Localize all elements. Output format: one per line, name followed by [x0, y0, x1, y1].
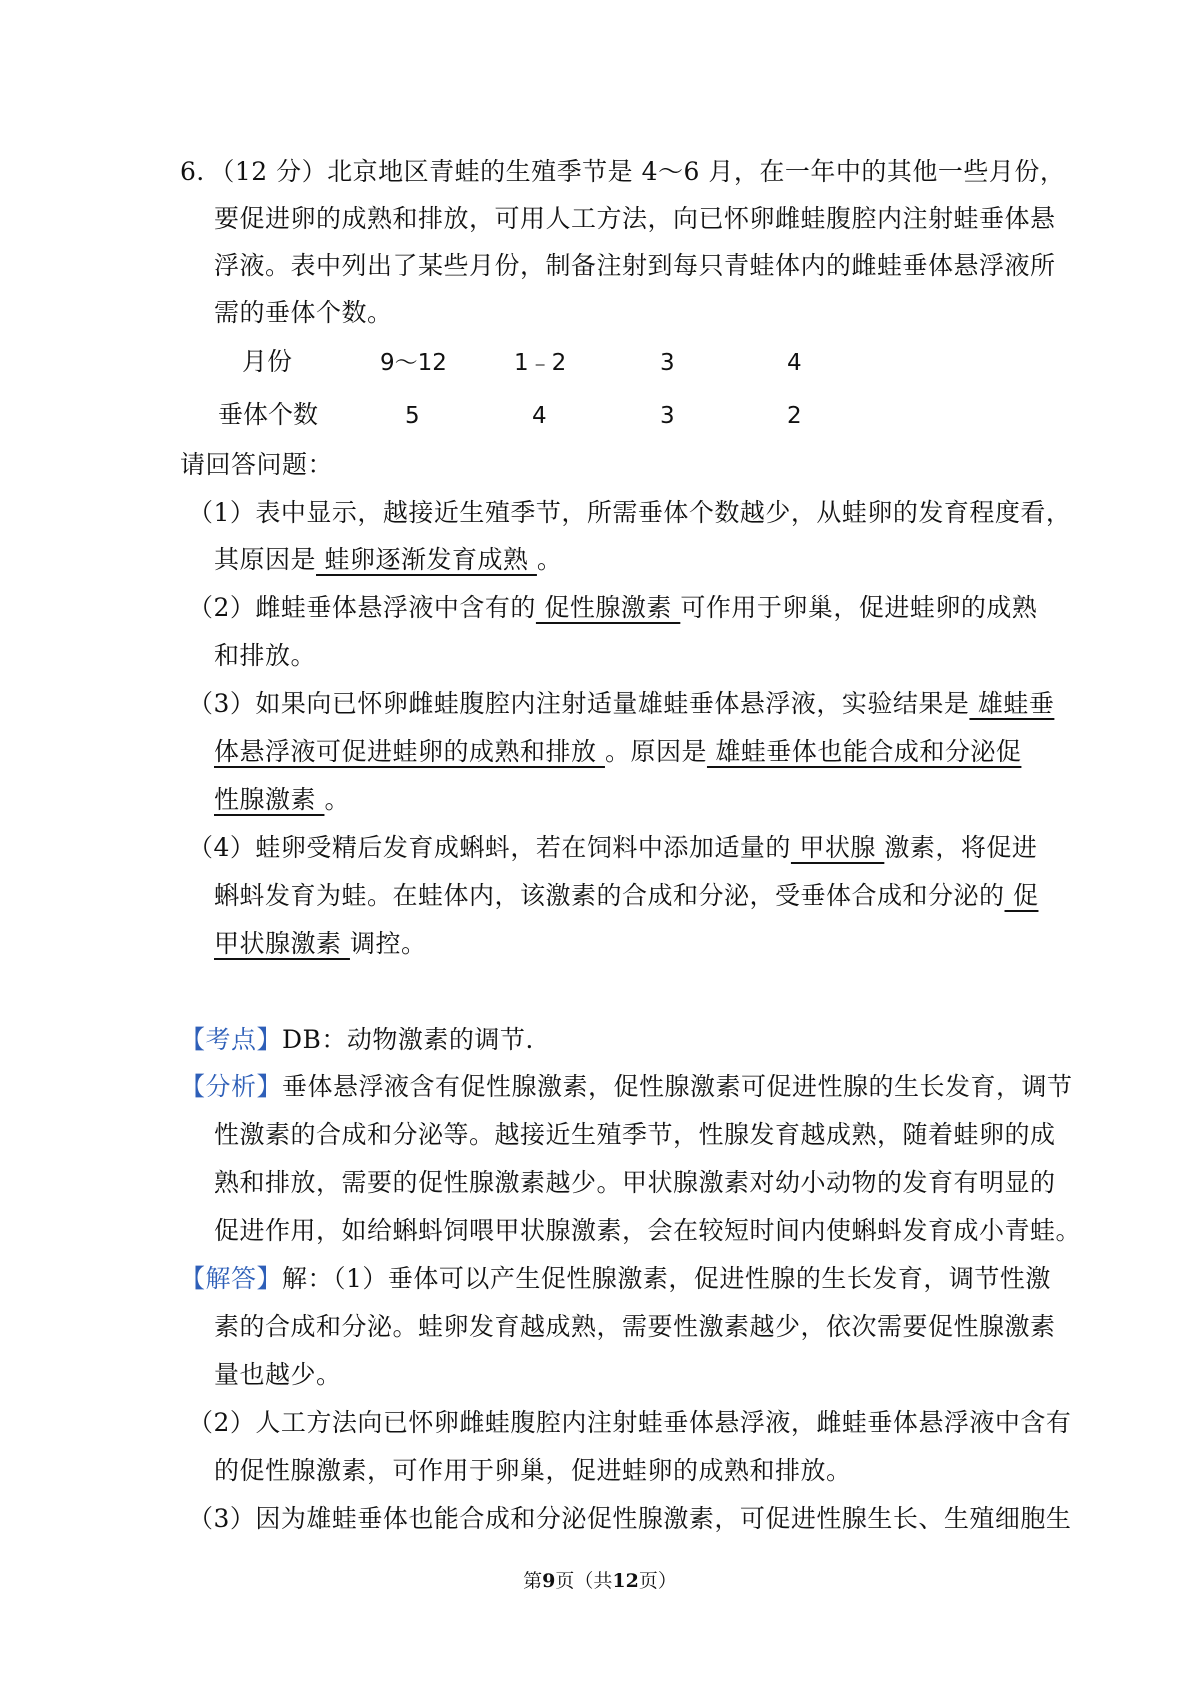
table-cell: 2: [787, 403, 802, 429]
table-cell: 9～12: [380, 350, 447, 376]
fenxi-line-2: 性激素的合成和分泌等。越接近生殖季节，性腺发育越成熟，随着蛙卵的成: [214, 1120, 1056, 1149]
page-footer: [0, 1568, 1200, 1594]
q2-answer: 促性腺激素: [535, 593, 681, 622]
q3-line-2: [214, 736, 1021, 768]
q3-line-1: [188, 688, 1054, 720]
q4-mid: 激素，将促进: [884, 833, 1038, 862]
jieda-line-4: （2）人工方法向已怀卵雌蛙腹腔内注射蛙垂体悬浮液，雌蛙垂体悬浮液中含有: [188, 1408, 1072, 1437]
q2-post: 可作用于卵巢，促进蛙卵的成熟: [680, 593, 1038, 622]
table-cell: 5: [405, 403, 420, 429]
jieda-line-3: 量也越少。: [214, 1360, 342, 1389]
footer-pre: 第: [523, 1570, 543, 1592]
q2-line-1: [188, 592, 1037, 624]
q3-pre: （3）如果向已怀卵雌蛙腹腔内注射适量雄蛙垂体悬浮液，实验结果是: [188, 689, 970, 718]
fenxi-tag: 【分析】: [180, 1072, 283, 1101]
q3-line-3: [214, 784, 350, 816]
q1-pre: 其原因是: [214, 545, 317, 574]
fenxi-text-1: 垂体悬浮液含有促性腺激素，促性腺激素可促进性腺的生长发育，调节: [282, 1072, 1073, 1101]
q2-line-2: 和排放。: [214, 641, 317, 670]
fenxi-line-4: 促进作用，如给蝌蚪饲喂甲状腺激素，会在较短时间内使蝌蚪发育成小青蛙。: [214, 1216, 1082, 1245]
q3-answer1-a: 雄蛙垂: [969, 689, 1055, 718]
q4-line-3: [214, 928, 426, 960]
q4-answer2-b: 甲状腺激素: [214, 929, 350, 958]
q4-answer1: 甲状腺: [790, 833, 885, 862]
kaodian-text: DB：动物激素的调节.: [282, 1025, 534, 1054]
q3-answer2-a: 雄蛙垂体也能合成和分泌促: [706, 737, 1022, 766]
jieda-text-1: 解：（1）垂体可以产生促性腺激素，促进性腺的生长发育，调节性激: [282, 1264, 1051, 1293]
table-cell: 4: [787, 350, 802, 376]
question-line-2: 要促进卵的成熟和排放，可用人工方法，向已怀卵雌蛙腹腔内注射蛙垂体悬: [214, 204, 1056, 233]
table-row2-label: 垂体个数: [218, 400, 319, 429]
q4-answer2-a: 促: [1004, 881, 1039, 910]
fenxi-line-1: [180, 1071, 1073, 1103]
jieda-tag: 【解答】: [180, 1264, 283, 1293]
table-cell: 4: [532, 403, 547, 429]
table-cell: 1﹣2: [514, 350, 567, 376]
jieda-line-6: （3）因为雄蛙垂体也能合成和分泌促性腺激素，可促进性腺生长、生殖细胞生: [188, 1504, 1072, 1533]
q3-answer1-b: 体悬浮液可促进蛙卵的成熟和排放: [214, 737, 605, 766]
q4-line-2: [214, 880, 1038, 912]
q1-line-2: [214, 544, 562, 576]
q3-answer2-b: 性腺激素: [214, 785, 325, 814]
q1-post: 。: [536, 545, 563, 574]
q4-line-1: [188, 832, 1037, 864]
table-cell: 3: [660, 403, 675, 429]
footer-page-number: 9: [542, 1570, 556, 1592]
jieda-line-2: 素的合成和分泌。蛙卵发育越成熟，需要性激素越少，依次需要促性腺激素: [214, 1312, 1056, 1341]
kaodian-line: [180, 1024, 534, 1056]
jieda-line-5: 的促性腺激素，可作用于卵巢，促进蛙卵的成熟和排放。: [214, 1456, 852, 1485]
fenxi-line-3: 熟和排放，需要的促性腺激素越少。甲状腺激素对幼小动物的发育有明显的: [214, 1168, 1056, 1197]
answer-prompt: 请回答问题：: [180, 450, 334, 479]
footer-post: 页）: [638, 1570, 677, 1592]
q1-line-1: （1）表中显示，越接近生殖季节，所需垂体个数越少，从蛙卵的发育程度看，: [188, 498, 1072, 527]
q2-pre: （2）雌蛙垂体悬浮液中含有的: [188, 593, 536, 622]
q3-post: 。: [324, 785, 350, 814]
table-row1-label: 月份: [242, 347, 293, 376]
table-cell: 3: [660, 350, 675, 376]
q4-post: 调控。: [349, 929, 427, 958]
footer-mid: 页（共: [555, 1570, 613, 1592]
question-line-1: 6．（12 分）北京地区青蛙的生殖季节是 4～6 月，在一年中的其他一些月份，: [180, 157, 1066, 186]
question-line-3: 浮液。表中列出了某些月份，制备注射到每只青蛙体内的雌蛙垂体悬浮液所: [214, 251, 1056, 280]
jieda-line-1: [180, 1263, 1051, 1295]
question-line-4: 需的垂体个数。: [214, 298, 393, 327]
q1-answer: 蛙卵逐渐发育成熟: [316, 545, 537, 574]
q4-pre: （4）蛙卵受精后发育成蝌蚪，若在饲料中添加适量的: [188, 833, 791, 862]
kaodian-tag: 【考点】: [180, 1025, 283, 1054]
footer-total-pages: 12: [612, 1570, 639, 1592]
q4-line2-pre: 蝌蚪发育为蛙。在蛙体内，该激素的合成和分泌，受垂体合成和分泌的: [214, 881, 1005, 910]
q3-mid: 。原因是: [604, 737, 707, 766]
